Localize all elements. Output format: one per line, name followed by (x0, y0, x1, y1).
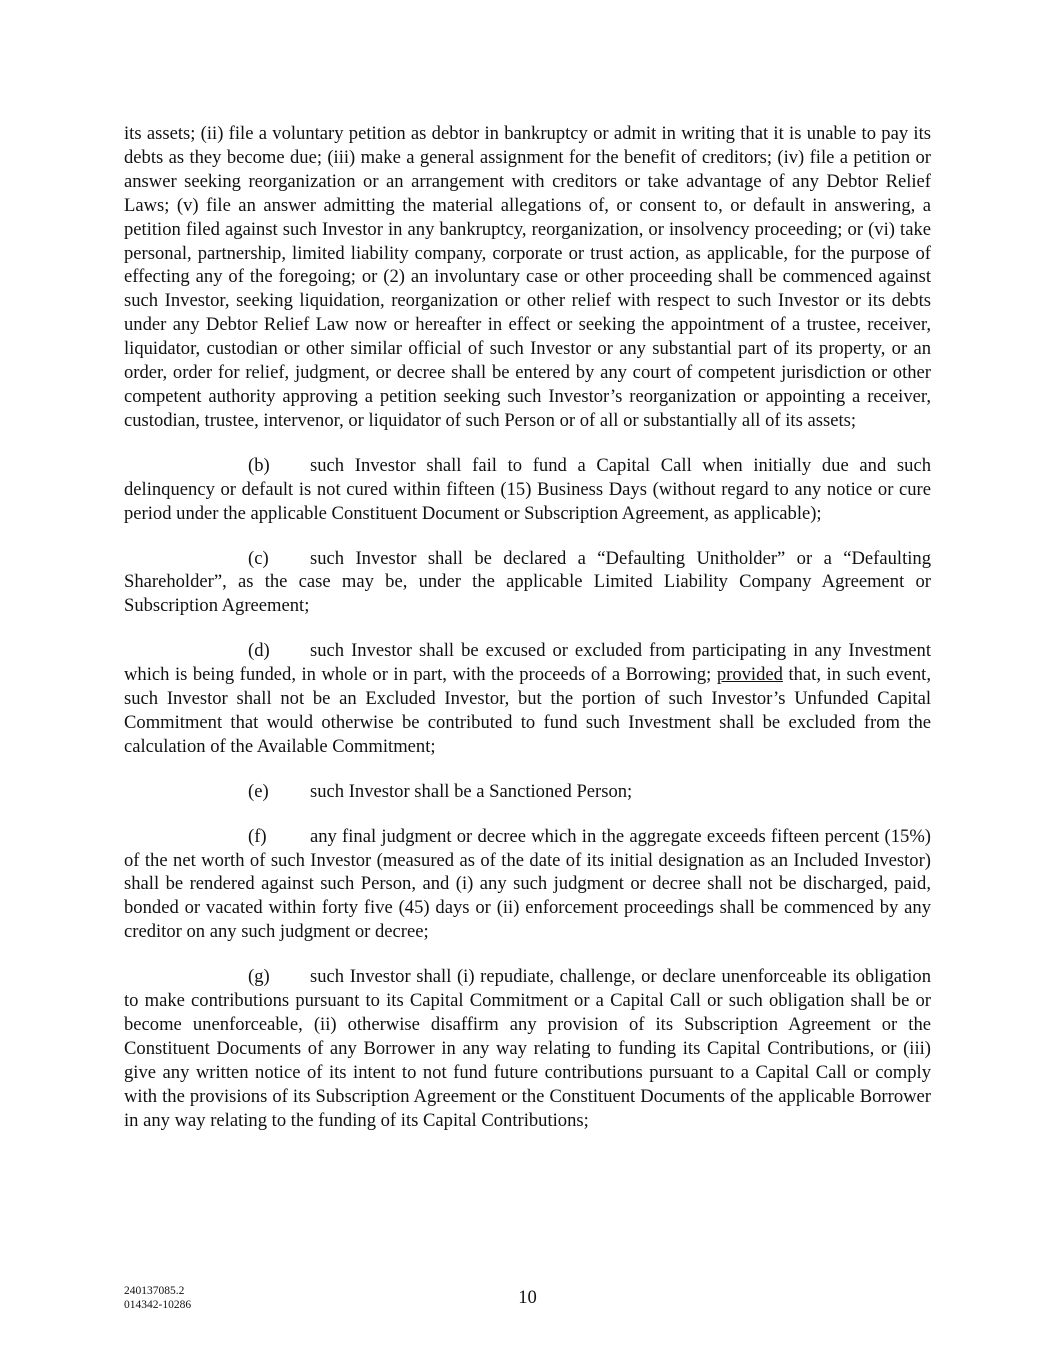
clause-text-after: that, in such event, such Investor shall not be an Excluded Investor, but the portion of such Investor’s Unfunded Capital Commitment that would otherwise be contributed to fund such Investment shall be excluded from the calculation of the Available Commitment; (124, 664, 931, 757)
clause-d (124, 639, 931, 759)
clause-text: such Investor shall be a Sanctioned Person; (310, 780, 633, 802)
clause-label: (b) (248, 454, 270, 476)
page-number: 10 (518, 1287, 537, 1308)
provided-term: provided (716, 664, 783, 686)
continuation-paragraph: its assets; (ii) file a voluntary petition as debtor in bankruptcy or admit in writing that it is unable to pay its debts as they become due; (iii) make a general assignment for the benefit of creditors; (iv) file a petition or answer seeking reorganization or an arrangement with creditors or take advantage of any Debtor Relief Laws; (v) file an answer admitting the material allegations of, or consent to, or default in answering, a petition filed against such Investor in any bankruptcy, reorganization, or insolvency proceeding; or (vi) take personal, partnership, limited liability company, corporate or trust action, as applicable, for the purpose of effecting any of the foregoing; or (2) an involuntary case or other proceeding shall be commenced against such Investor, seeking liquidation, reorganization or other relief with respect to such Investor or its debts under any Debtor Relief Law now or hereafter in effect or seeking the appointment of a trustee, receiver, liquidator, custodian or other similar official of such Investor or any substantial part of its property, or an order, order for relief, judgment, or decree shall be entered by any court of competent jurisdiction or other competent authority approving a petition seeking such Investor’s reorganization or appointing a receiver, custodian, trustee, intervenor, or liquidator of such Person or of all or substantially all of its assets; (124, 123, 931, 431)
clause-c (124, 547, 931, 619)
clause-text: such Investor shall be declared a “Defaulting Unitholder” or a “Defaulting Shareholder”, as the case may be, under the applicable Limited Liability Company Agreement or Subscription Agreement; (124, 547, 931, 617)
footer-matter-number: 014342-10286 (124, 1299, 192, 1311)
clause-text: any final judgment or decree which in the aggregate exceeds fifteen percent (15%) of the net worth of such Investor (measured as of the date of its initial designation as an Included Investor) shall be rendered against such Person, and (i) any such judgment or decree shall not be discharged, paid, bonded or vacated within forty five (45) days or (ii) enforcement proceedings shall be commenced by any creditor on any such judgment or decree; (124, 825, 931, 943)
clause-b (124, 454, 931, 526)
clause-g (124, 965, 931, 1132)
clause-f (124, 825, 931, 945)
clause-e (124, 780, 931, 804)
document-body (124, 122, 931, 1133)
clause-text: such Investor shall (i) repudiate, challenge, or declare unenforceable its obligation to make contributions pursuant to its Capital Commitment or a Capital Call or such obligation shall be or become unenforceable, (ii) otherwise disaffirm any provision of its Subscription Agreement or the Constituent Documents of any Borrower in any way relating to funding its Capital Contributions, or (iii) give any written notice of its intent to not fund future contributions pursuant to a Capital Call or comply with the provisions of its Subscription Agreement or the Constituent Documents of the applicable Borrower in any way relating to the funding of its Capital Contributions; (124, 966, 931, 1131)
clause-label: (d) (248, 640, 270, 662)
footer-doc-number: 240137085.2 (124, 1285, 185, 1297)
clause-text: such Investor shall fail to fund a Capital Call when initially due and such delinquency or default is not cured within fifteen (15) Business Days (without regard to any notice or cure period under the applicable Constituent Document or Subscription Agreement, as applicable); (124, 454, 931, 524)
clause-label: (e) (248, 780, 269, 802)
clause-label: (g) (248, 966, 270, 988)
clause-label: (c) (248, 547, 269, 569)
clause-text-before: such Investor shall be excused or excluded from participating in any Investment which is being funded, in whole or in part, with the proceeds of a Borrowing; (124, 640, 931, 686)
clause-label: (f) (248, 825, 267, 847)
